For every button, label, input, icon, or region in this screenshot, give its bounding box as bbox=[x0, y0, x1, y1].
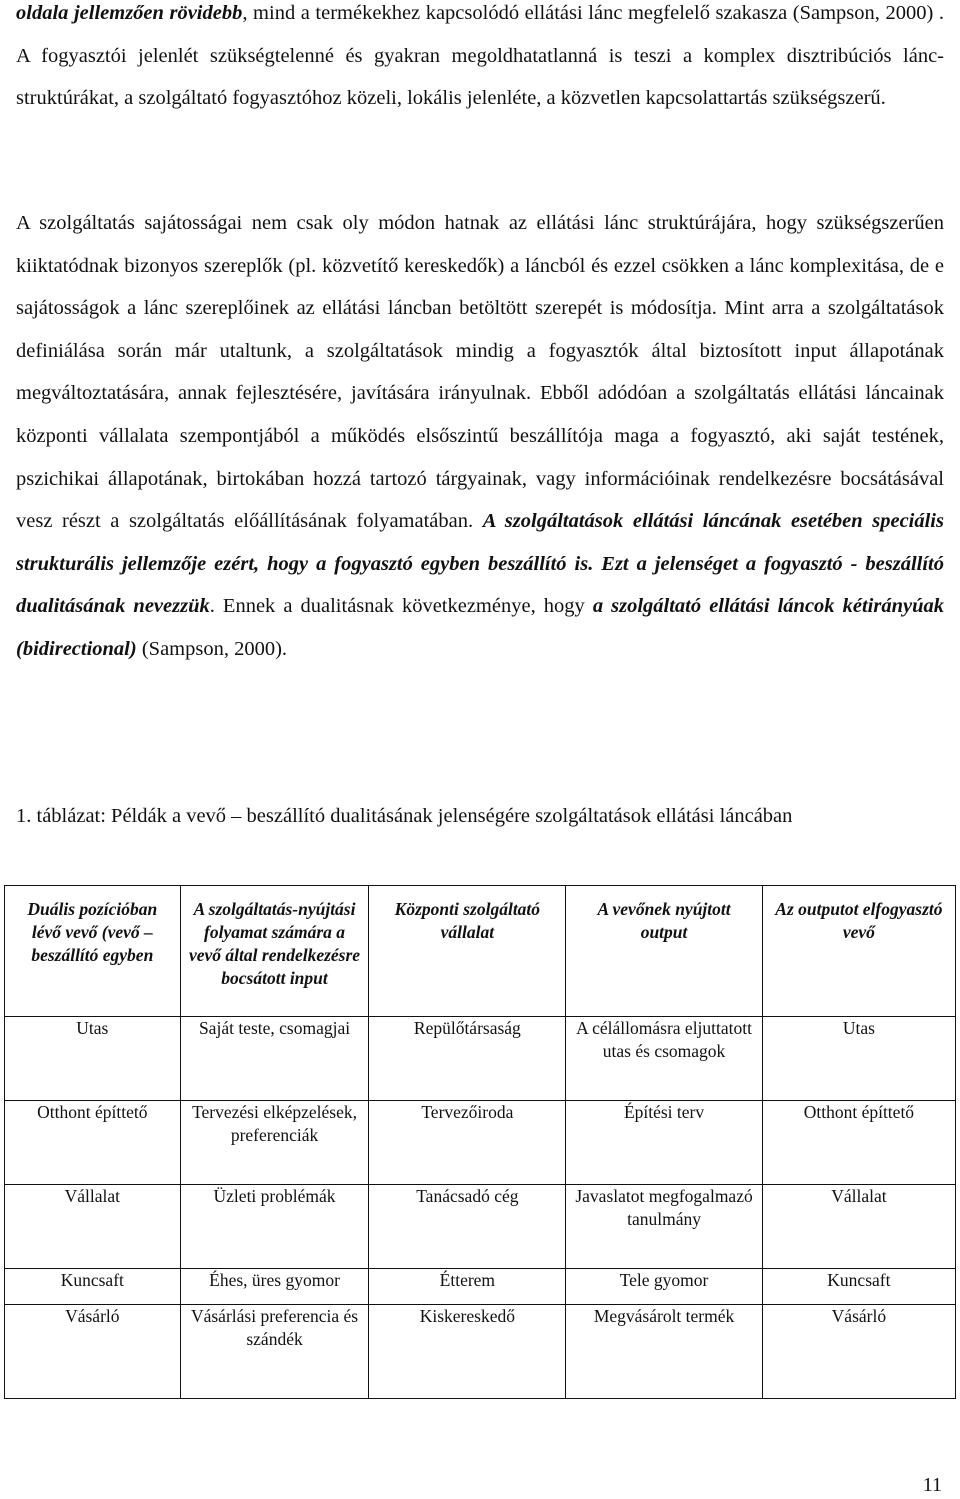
paragraph-2-text-2: . Ennek a dualitásnak következménye, hogy bbox=[209, 595, 593, 618]
table-row bbox=[5, 1269, 956, 1305]
table-cell: Építési terv bbox=[566, 1101, 762, 1185]
paragraph-2 bbox=[16, 202, 944, 671]
table-cell: Otthont építtető bbox=[5, 1101, 181, 1185]
table-cell: A célállomásra eljuttatott utas és csomagok bbox=[566, 1017, 762, 1101]
table-header-cell: A vevőnek nyújtott output bbox=[566, 886, 762, 1017]
table-cell: Kuncsaft bbox=[5, 1269, 181, 1305]
table-cell: Megvásárolt termék bbox=[566, 1305, 762, 1399]
table-cell: Otthont építtető bbox=[762, 1101, 955, 1185]
table-cell: Vállalat bbox=[5, 1185, 181, 1269]
paragraph-1 bbox=[16, 0, 944, 120]
table-cell: Üzleti problémák bbox=[180, 1185, 369, 1269]
page-number: 11 bbox=[922, 1474, 942, 1496]
table-header-cell: Az outputot elfogyasztó vevő bbox=[762, 886, 955, 1017]
table-cell: Éhes, üres gyomor bbox=[180, 1269, 369, 1305]
paragraph-2-text-3: (Sampson, 2000). bbox=[136, 637, 288, 660]
paragraph-2-bold-1: A szolgáltatások ellátási láncának esetében speciális strukturális jellemzője ezért, hogy a fogyasztó egyben beszállító is. Ezt a jelenséget a fogyasztó - beszállító dualitásának nevezzük bbox=[16, 510, 944, 618]
table-cell: Utas bbox=[762, 1017, 955, 1101]
table-cell: Étterem bbox=[369, 1269, 566, 1305]
table-cell: Javaslatot megfogalmazó tanulmány bbox=[566, 1185, 762, 1269]
paragraph-2-text-1: A szolgáltatás sajátosságai nem csak oly módon hatnak az ellátási lánc struktúrájára, hogy szükségszerűen kiiktatódnak bizonyos szereplők (pl. közvetítő kereskedők) a láncból és ezzel csökken a lánc komplexitása, de e sajátosságok a lánc szereplőinek az ellátási láncban betöltött szerepét is módosítja. Mint arra a szolgáltatások definiálása során már utaltunk, a szolgáltatások mindig a fogyasztók által biztosított input állapotának megváltoztatására, annak fejlesztésére, javítására irányulnak. Ebből adódóan a szolgáltatás ellátási láncainak központi vállalata szempontjából a működés elsőszintű beszállítója maga a fogyasztó, aki saját testének, pszichikai állapotának, birtokában hozzá tartozó tárgyainak, vagy információinak rendelkezésre bocsátásával vesz részt a szolgáltatás előállításának folyamatában. bbox=[16, 212, 944, 533]
table-header-cell: Duális pozícióban lévő vevő (vevő – beszállító egyben bbox=[5, 886, 181, 1017]
table-cell: Kiskereskedő bbox=[369, 1305, 566, 1399]
paragraph-2-bold-2: a szolgáltató ellátási láncok kétirányúak (bidirectional) bbox=[16, 595, 944, 660]
table-row bbox=[5, 1185, 956, 1269]
table-cell: Tanácsadó cég bbox=[369, 1185, 566, 1269]
table-row bbox=[5, 1101, 956, 1185]
table-caption: 1. táblázat: Példák a vevő – beszállító dualitásának jelenségére szolgáltatások ellátási láncában bbox=[16, 805, 793, 827]
table-cell: Tervezőiroda bbox=[369, 1101, 566, 1185]
table-row bbox=[5, 1305, 956, 1399]
table-cell: Tervezési elképzelések, preferenciák bbox=[180, 1101, 369, 1185]
table-cell: Vállalat bbox=[762, 1185, 955, 1269]
table-cell: Kuncsaft bbox=[762, 1269, 955, 1305]
table-cell: Repülőtársaság bbox=[369, 1017, 566, 1101]
table-header-cell: Központi szolgáltató vállalat bbox=[369, 886, 566, 1017]
examples-table bbox=[4, 885, 956, 1399]
paragraph-1-lead: oldala jellemzően rövidebb bbox=[16, 2, 243, 24]
table-cell: Tele gyomor bbox=[566, 1269, 762, 1305]
table-header-cell: A szolgáltatás-nyújtási folyamat számára a vevő által rendelkezésre bocsátott input bbox=[180, 886, 369, 1017]
table-cell: Saját teste, csomagjai bbox=[180, 1017, 369, 1101]
paragraph-1-rest: , mind a termékekhez kapcsolódó ellátási lánc megfelelő szakasza (Sampson, 2000) . A fogyasztói jelenlét szükségtelenné és gyakran megoldhatatlanná is teszi a komplex disztribúciós lánc-struktúrákat, a szolgáltató fogyasztóhoz közeli, lokális jelenléte, a közvetlen kapcsolattartás szükségszerű. bbox=[16, 2, 944, 110]
table-row bbox=[5, 1017, 956, 1101]
table-cell: Vásárlási preferencia és szándék bbox=[180, 1305, 369, 1399]
table-cell: Vásárló bbox=[762, 1305, 955, 1399]
table-cell: Vásárló bbox=[5, 1305, 181, 1399]
table-cell: Utas bbox=[5, 1017, 181, 1101]
